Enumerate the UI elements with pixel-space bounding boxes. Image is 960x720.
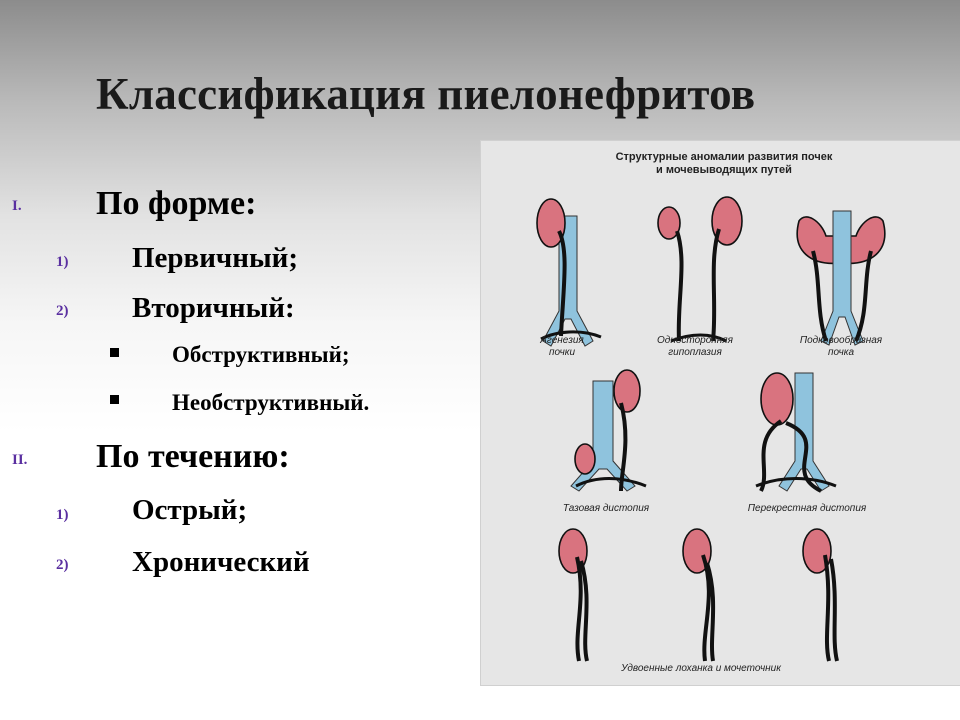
- subitem-nonobstructive: Необструктивный.: [172, 390, 370, 415]
- bullet-square-icon: [110, 348, 119, 357]
- item-marker-secondary: 2): [56, 303, 69, 319]
- item-marker-acute: 1): [56, 507, 69, 523]
- figure-title: Структурные аномалии развития почек и мочевыводящих путей: [615, 151, 833, 176]
- item-marker-chronic: 2): [56, 557, 69, 573]
- section-form-heading: По форме:: [96, 185, 257, 222]
- caption-hypoplasia: Односторонняя гипоплазия: [657, 335, 733, 358]
- hypoplasia-drawing: [658, 197, 742, 341]
- item-secondary: Вторичный:: [132, 292, 295, 324]
- item-acute: Острый;: [132, 494, 248, 526]
- bullet-square-icon: [110, 395, 119, 404]
- horseshoe-drawing: [797, 211, 885, 345]
- item-marker-primary: 1): [56, 254, 69, 270]
- section-course-heading: По течению:: [96, 438, 290, 475]
- item-chronic: Хронический: [132, 546, 310, 578]
- item-primary: Первичный;: [132, 242, 298, 274]
- kidney-anomalies-illustration: [480, 140, 960, 686]
- section-marker-1: I.: [12, 198, 22, 214]
- subitem-obstructive: Обструктивный;: [172, 342, 350, 367]
- pelvic-dystopia-drawing: [571, 370, 646, 491]
- duplex-drawing: [559, 529, 837, 661]
- section-marker-2: II.: [12, 452, 28, 468]
- caption-crossed: Перекрестная дистопия: [747, 503, 867, 514]
- agenesis-drawing: [537, 199, 601, 346]
- caption-pelvic: Тазовая дистопия: [562, 503, 650, 514]
- crossed-dystopia-drawing: [756, 373, 836, 491]
- caption-horseshoe: Подковообразная почка: [799, 335, 883, 358]
- caption-duplex: Удвоенные лоханка и мочеточник: [621, 663, 781, 674]
- anatomy-drawings: [481, 141, 960, 685]
- caption-agenesis: Агенезия почки: [540, 335, 584, 358]
- slide-title: Классификация пиелонефритов: [96, 69, 756, 119]
